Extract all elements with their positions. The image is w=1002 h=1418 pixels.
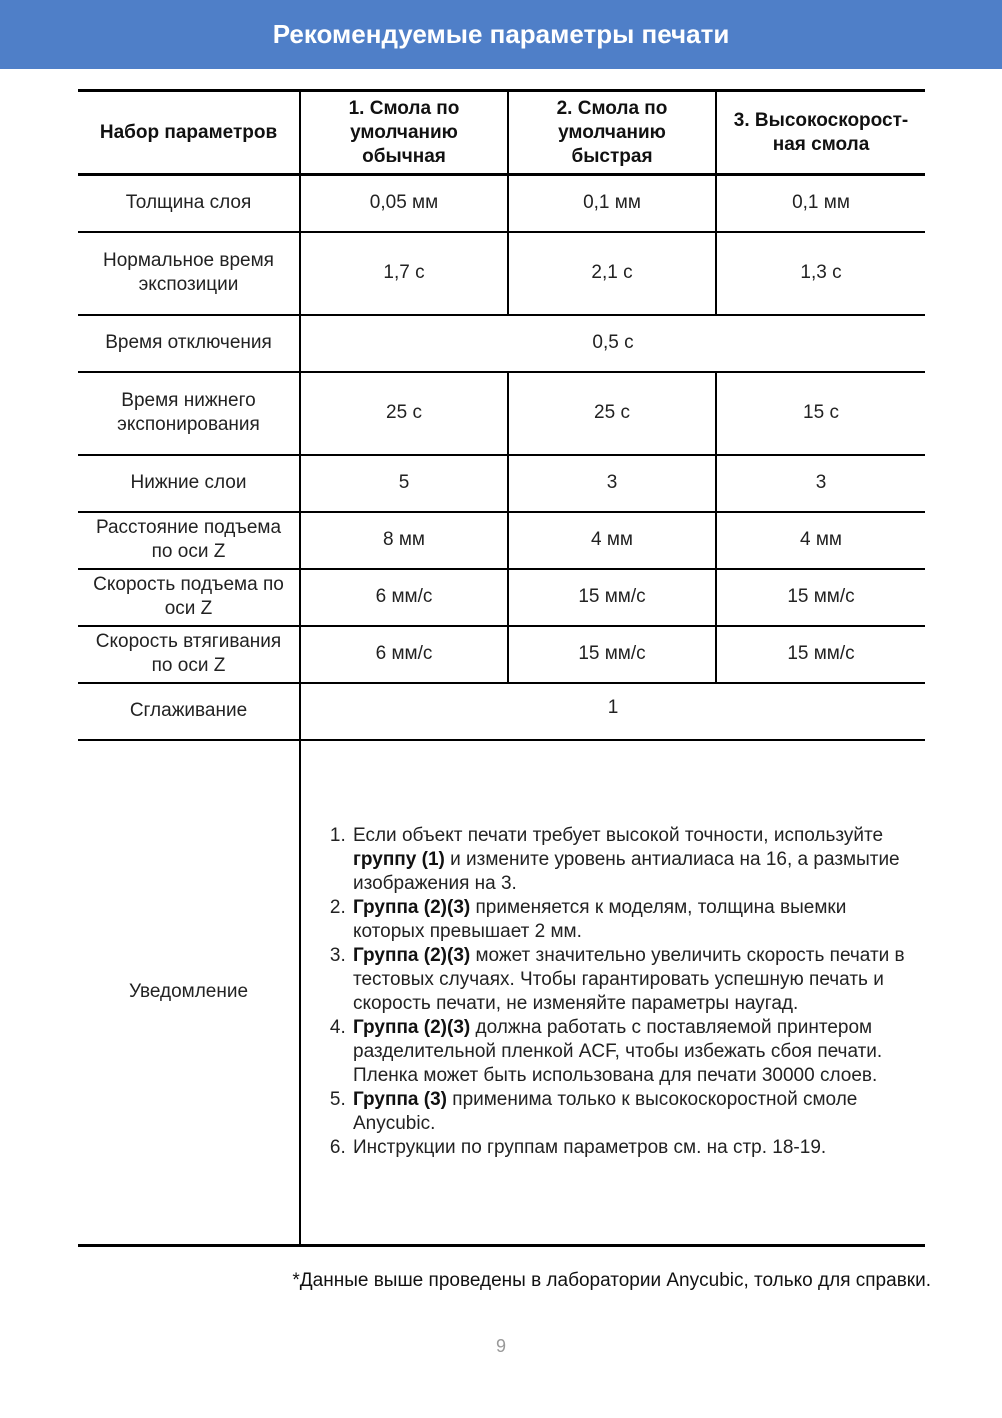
row-label: Скорость подъема по оси Z — [78, 569, 300, 626]
table-cell: 15 мм/с — [508, 569, 716, 626]
table-row — [78, 232, 925, 315]
page-title-banner — [0, 0, 1002, 69]
page-number: 9 — [495, 1336, 506, 1356]
notice-bold: Группа (2)(3) — [353, 1017, 471, 1039]
table-cell: 3 — [508, 455, 716, 512]
notice-row — [78, 740, 925, 1246]
notice-text: применяется к моделям, толщина выемки которых превышает 2 мм. — [353, 897, 847, 943]
table-cell: 15 мм/с — [716, 626, 925, 683]
table-cell: 5 — [300, 455, 508, 512]
notice-text: может значительно увеличить скорость печати в тестовых случаях. Чтобы гарантировать успешную печать и скорость печати, не изменяйте параметры наугад. — [353, 945, 905, 1015]
table-header-row — [78, 91, 925, 175]
row-label: Скорость втягивания по оси Z — [78, 626, 300, 683]
table-cell: 0,1 мм — [508, 175, 716, 232]
table-row — [78, 315, 925, 372]
table-cell: 1,3 с — [716, 232, 925, 315]
notice-list — [327, 824, 919, 1160]
table-row — [78, 512, 925, 569]
column-header: 3. Высокоскорост-ная смола — [716, 91, 925, 175]
table-row — [78, 372, 925, 455]
table-cell: 6 мм/с — [300, 626, 508, 683]
table-cell-merged: 1 — [300, 683, 925, 740]
row-label: Уведомление — [78, 740, 300, 1246]
table-cell: 25 с — [508, 372, 716, 455]
notice-cell — [300, 740, 925, 1246]
table-cell: 4 мм — [508, 512, 716, 569]
table-cell-merged: 0,5 с — [300, 315, 925, 372]
column-header: 1. Смола по умолчанию обычная — [300, 91, 508, 175]
footnote: *Данные выше проведены в лаборатории Anycubic, только для справки. — [292, 1270, 931, 1291]
table-row — [78, 626, 925, 683]
table-cell: 1,7 с — [300, 232, 508, 315]
row-label: Нормальное время экспозиции — [78, 232, 300, 315]
notice-text: применима только к высокоскоростной смоле Anycubic. — [353, 1089, 858, 1135]
table-cell: 6 мм/с — [300, 569, 508, 626]
row-label: Сглаживание — [78, 683, 300, 740]
table-row — [78, 569, 925, 626]
table-row — [78, 683, 925, 740]
table-cell: 3 — [716, 455, 925, 512]
notice-bold: Группа (3) — [353, 1089, 447, 1111]
page-title: Рекомендуемые параметры печати — [272, 19, 730, 49]
row-label: Толщина слоя — [78, 175, 300, 232]
notice-bold: Группа (2)(3) — [353, 897, 471, 919]
table-cell: 15 мм/с — [716, 569, 925, 626]
notice-bold: Группа (2)(3) — [353, 945, 471, 967]
notice-item — [351, 1016, 919, 1088]
table-cell: 8 мм — [300, 512, 508, 569]
notice-item — [351, 1136, 919, 1160]
notice-bold: группу (1) — [353, 849, 445, 871]
notice-text: Если объект печати требует высокой точности, используйте — [353, 825, 884, 847]
parameters-table — [78, 89, 925, 1247]
table-cell: 15 с — [716, 372, 925, 455]
notice-item — [351, 824, 919, 896]
column-header: Набор параметров — [78, 91, 300, 175]
column-header: 2. Смола по умолчанию быстрая — [508, 91, 716, 175]
table-cell: 4 мм — [716, 512, 925, 569]
notice-item — [351, 1088, 919, 1136]
notice-item — [351, 896, 919, 944]
row-label: Расстояние подъема по оси Z — [78, 512, 300, 569]
table-cell: 2,1 с — [508, 232, 716, 315]
table-cell: 15 мм/с — [508, 626, 716, 683]
row-label: Время нижнего экспонирования — [78, 372, 300, 455]
notice-text: Инструкции по группам параметров см. на стр. 18-19. — [353, 1137, 827, 1159]
notice-item — [351, 944, 919, 1016]
notice-text: и измените уровень антиалиаса на 16, а размытие изображения на 3. — [353, 849, 900, 895]
table-row — [78, 455, 925, 512]
row-label: Нижние слои — [78, 455, 300, 512]
notice-text: должна работать с поставляемой принтером разделительной пленкой ACF, чтобы избежать сбоя печати. Пленка может быть использована для печати 30000 слоев. — [353, 1017, 883, 1087]
table-cell: 0,05 мм — [300, 175, 508, 232]
table-row — [78, 175, 925, 232]
table-cell: 25 с — [300, 372, 508, 455]
row-label: Время отключения — [78, 315, 300, 372]
table-cell: 0,1 мм — [716, 175, 925, 232]
